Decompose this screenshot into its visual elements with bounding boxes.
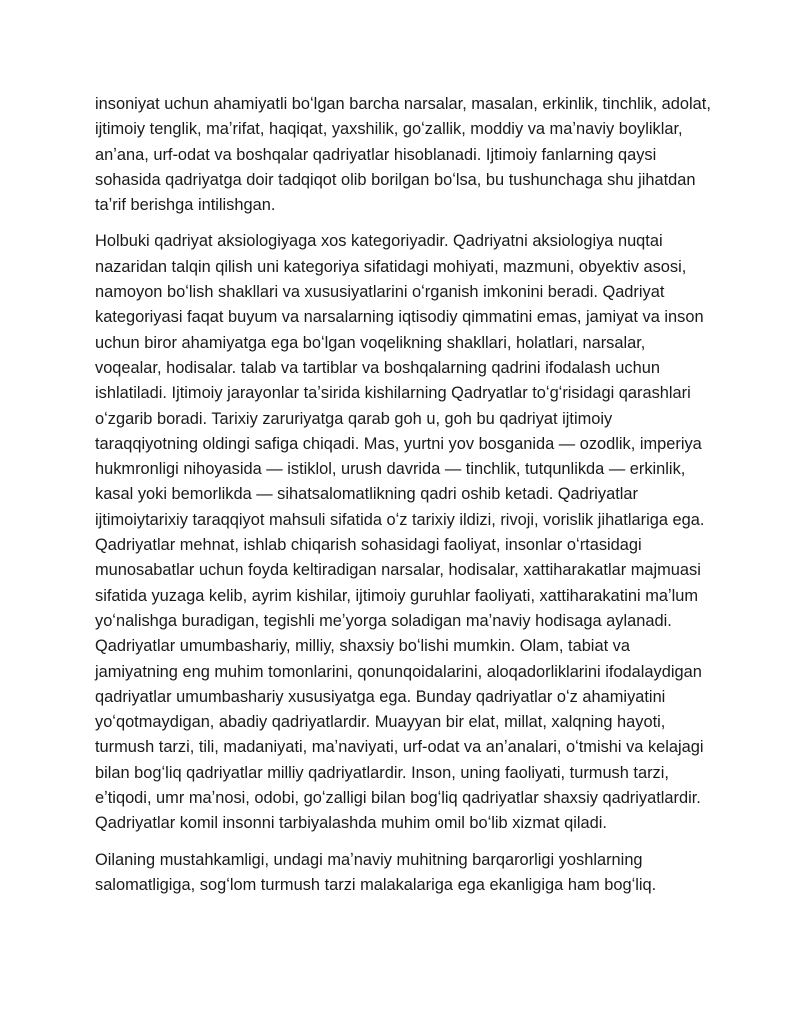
paragraph-axiology-category: Holbuki qadriyat aksiologiyaga xos kategoriyadir. Qadriyatni aksiologiya nuqtai nazaridan talqin qilish uni kategoriya sifatidagi mohiyati, mazmuni, obyektiv asosi, namoyon boʻlish shakllari va xususiyatlarini oʻrganish imkonini beradi. Qadriyat kategoriyasi faqat buyum va narsalarning iqtisodiy qimmatini emas, jamiyat va inson uchun biror ahamiyatga ega boʻlgan voqelikning shakllari, holatlari, narsalar, voqealar, hodisalar. talab va tartiblar va boshqalarning qadrini ifodalash uchun ishlatiladi. Ijtimoiy jarayonlar taʼsirida kishilarning Qadryatlar toʻgʻrisidagi qarashlari oʻzgarib boradi. Tarixiy zaruriyatga qarab goh u, goh bu qadriyat ijtimoiy taraqqiyotning oldingi safiga chiqadi. Mas, yurtni yov bosganida — ozodlik, imperiya hukmronligi nihoyasida — istiklol, urush davrida — tinchlik, tutqunlikda — erkinlik, kasal yoki bemorlikda — sihatsalomatlikning qadri oshib ketadi. Qadriyatlar ijtimoiytarixiy taraqqiyot mahsuli sifatida oʻz tarixiy ildizi, rivoji, vorislik jihatlariga ega. Qadriyatlar mehnat, ishlab chiqarish sohasidagi faoliyat, insonlar oʻrtasidagi munosabatlar uchun foyda keltiradigan narsalar, hodisalar, xattiharakatlar majmuasi sifatida yuzaga kelib, ayrim kishilar, ijtimoiy guruhlar faoliyati, xattiharakatini maʼlum yoʻnalishga buradigan, tegishli meʼyorga soladigan maʼnaviy hodisaga aylanadi. Qadriyatlar umumbashariy, milliy, shaxsiy boʻlishi mumkin. Olam, tabiat va jamiyatning eng muhim tomonlarini, qonunqoidalarini, aloqadorliklarini ifodalaydigan qadriyatlar umumbashariy xususiyatga ega. Bunday qadriyatlar oʻz ahamiyatini yoʻqotmaydigan, abadiy qadriyatlardir. Muayyan bir elat, millat, xalqning hayoti, turmush tarzi, tili, madaniyati, maʼnaviyati, urf-odat va anʼanalari, oʻtmishi va kelajagi bilan bogʻliq qadriyatlar milliy qadriyatlardir. Inson, uning faoliyati, turmush tarzi, eʼtiqodi, umr maʼnosi, odobi, goʻzalligi bilan bogʻliq qadriyatlar shaxsiy qadriyatlardir. Qadriyatlar komil insonni tarbiyalashda muhim omil boʻlib xizmat qiladi. xyxy=(95,232,705,833)
paragraph-family-stability: Oilaning mustahkamligi, undagi maʼnaviy muhitning barqarorligi yoshlarning salomatligiga, sogʻlom turmush tarzi malakalariga ega ekanligiga ham bogʻliq. xyxy=(95,850,657,894)
paragraph-values-definition: insoniyat uchun ahamiyatli boʻlgan barcha narsalar, masalan, erkinlik, tinchlik, adolat, ijtimoiy tenglik, maʼrifat, haqiqat, yaxshilik, goʻzallik, moddiy va maʼnaviy boyliklar, anʼana, urf-odat va boshqalar qadriyatlar hisoblanadi. Ijtimoiy fanlarning qaysi sohasida qadriyatga doir tadqiqot olib borilgan boʻlsa, bu tushunchaga shu jihatdan taʼrif berishga intilishgan. xyxy=(95,95,711,215)
document-page xyxy=(95,92,713,909)
